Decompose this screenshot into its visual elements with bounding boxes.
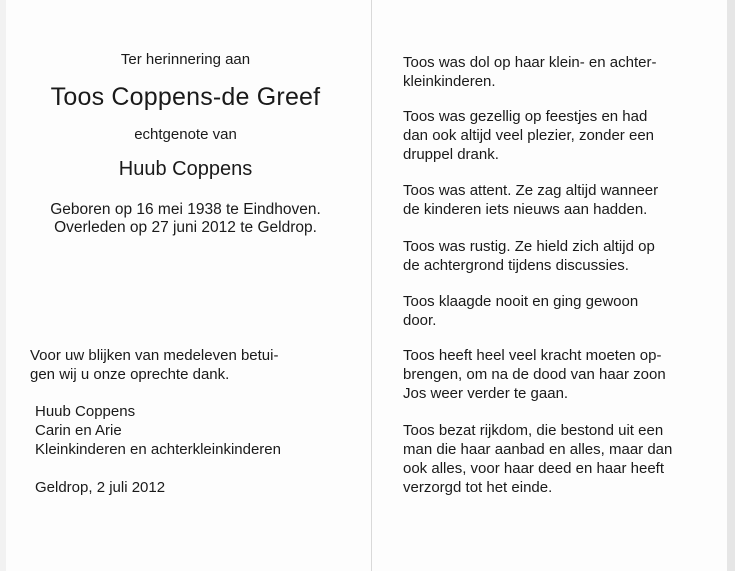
paragraph-line: Toos heeft heel veel kracht moeten op-	[403, 347, 662, 364]
card-right-edge	[727, 0, 735, 571]
intro-text: Ter herinnering aan	[120, 51, 251, 68]
spouse-name: Huub Coppens	[118, 158, 253, 180]
paragraph-line: ook alles, voor haar deed en haar heeft	[403, 460, 665, 477]
paragraph-line: dan ook altijd veel plezier, zonder een	[403, 127, 655, 144]
paragraph-line: Toos was gezellig op feestjes en had	[403, 108, 648, 125]
memory-paragraph	[403, 53, 723, 91]
signatory: Kleinkinderen en achterkleinkinderen	[35, 441, 281, 458]
signatory: Huub Coppens	[35, 403, 136, 420]
memory-paragraph	[403, 292, 723, 330]
paragraph-line: verzorgd tot het einde.	[403, 479, 553, 496]
place-date: Geldrop, 2 juli 2012	[35, 479, 166, 496]
memory-paragraph	[403, 237, 723, 275]
right-panel	[372, 0, 727, 571]
paragraph-line: Jos weer verder te gaan.	[403, 385, 569, 402]
thanks-paragraph	[30, 346, 360, 384]
paragraph-line: door.	[403, 312, 437, 329]
paragraph-line: brengen, om na de dood van haar zoon	[403, 366, 666, 383]
memory-paragraph	[403, 421, 723, 497]
paragraph-line: druppel drank.	[403, 146, 499, 163]
thanks-line: Voor uw blijken van medeleven betui-	[30, 347, 279, 364]
birth-line: Geboren op 16 mei 1938 te Eindhoven.	[50, 201, 321, 218]
paragraph-line: de achtergrond tijdens discussies.	[403, 257, 629, 274]
memory-paragraph	[403, 107, 723, 164]
memory-paragraph	[403, 181, 723, 219]
spouse-label: echtgenote van	[134, 126, 237, 143]
paragraph-line: de kinderen iets nieuws aan hadden.	[403, 201, 648, 218]
paragraph-line: Toos was rustig. Ze hield zich altijd op	[403, 238, 655, 255]
deceased-name: Toos Coppens-de Greef	[50, 83, 321, 111]
signatory: Carin en Arie	[35, 422, 122, 439]
paragraph-line: Toos was attent. Ze zag altijd wanneer	[403, 182, 659, 199]
memory-paragraph	[403, 346, 723, 403]
thanks-line: gen wij u onze oprechte dank.	[30, 366, 230, 383]
paragraph-line: Toos klaagde nooit en ging gewoon	[403, 293, 639, 310]
paragraph-line: Toos bezat rijkdom, die bestond uit een	[403, 422, 664, 439]
paragraph-line: Toos was dol op haar klein- en achter-	[403, 54, 657, 71]
paragraph-line: kleinkinderen.	[403, 73, 496, 90]
death-line: Overleden op 27 juni 2012 te Geldrop.	[54, 219, 317, 236]
paragraph-line: man die haar aanbad en alles, maar dan	[403, 441, 673, 458]
